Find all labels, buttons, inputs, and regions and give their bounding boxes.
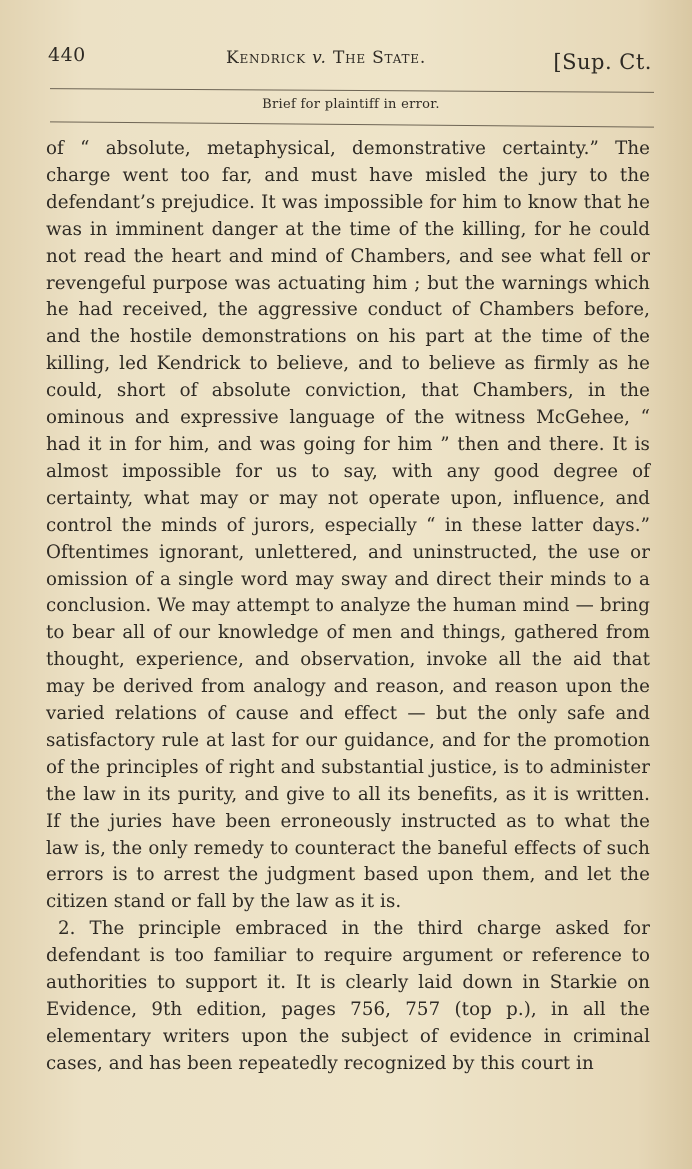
- paragraph-continuation: of “ absolute, metaphysical, demonstrative certainty.” The charge went too far, and must have misled the jury to the defendant’s prejudice. It was impossible for him to know that he was in imminent danger at the time of the killing, for he could not read the heart and mind of Chambers, and see what fell or revengeful purpose was actuating him ; but the warnings which he had received, the aggressive conduct of Chambers before, and the hostile demonstrations on his part at the time of the killing, led Kendrick to believe, and to believe as firmly as he could, short of absolute conviction, that Chambers, in the ominous and expressive language of the witness McGehee, “ had it in for him, and was going for him ” then and there. It is almost impossible for us to say, with any good degree of certainty, what may or may not operate upon, influence, and control the minds of jurors, especially “ in these latter days.” Oftentimes ignorant, unlettered, and uninstructed, the use or omission of a single word may sway and direct their minds to a conclusion. We may attempt to analyze the human mind — bring to bear all of our knowledge of men and things, gathered from thought, experience, and observation, invoke all the aid that may be derived from analogy and reason, and reason upon the varied relations of cause and effect — but the only safe and satisfactory rule at last for our guidance, and for the promotion of the principles of right and substantial justice, is to administer the law in its purity, and give to all its benefits, as it is written. If the juries have been erroneously instructed as to what the law is, the only remedy to counteract the baneful effects of such errors is to arrest the judgment based upon them, and let the citizen stand or fall by the law as it is.: [46, 138, 650, 913]
- paragraph-point-2: 2. The principle embraced in the third charge asked for defendant is too familiar to require argument or reference to authorities to support it. It is clearly laid down in Starkie on Evidence, 9th edition, pages 756, 757 (top p.), in all the elementary writers upon the subject of evidence in criminal cases, and has been repeatedly recognized by this court in: [46, 918, 650, 1074]
- header-rule-top: [50, 88, 654, 93]
- header-rule-bottom: [50, 121, 654, 127]
- running-header: [48, 40, 656, 84]
- court-label: [Sup. Ct.: [553, 50, 652, 74]
- body-text: [46, 136, 650, 1078]
- case-title-versus: v.: [312, 48, 327, 68]
- case-title-right: The State.: [332, 48, 427, 68]
- case-title: [226, 48, 426, 68]
- page-number: 440: [48, 44, 86, 66]
- section-subheader: Brief for plaintiff in error.: [262, 97, 440, 112]
- case-title-left: Kendrick: [226, 48, 306, 68]
